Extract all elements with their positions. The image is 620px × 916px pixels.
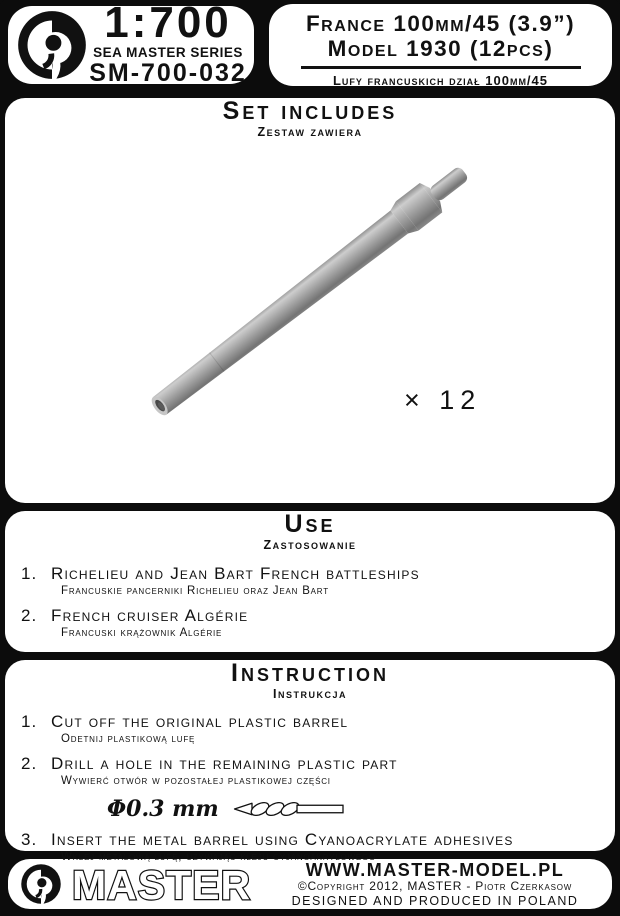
drill-diameter-row bbox=[107, 796, 615, 822]
title-divider bbox=[301, 66, 581, 69]
quantity-label: × 12 bbox=[404, 385, 482, 415]
product-code: SM-700-032 bbox=[89, 58, 247, 87]
made-in-label: DESIGNED AND PRODUCED IN POLAND bbox=[291, 893, 579, 908]
product-subtitle-pl: Lufy francuskich dział 100mm/45 bbox=[332, 72, 549, 88]
footer-panel bbox=[8, 859, 612, 909]
drill-diameter-label: Φ0.3 mm bbox=[107, 796, 219, 822]
use-item bbox=[21, 607, 615, 640]
brand-text: MASTER bbox=[72, 862, 252, 908]
item-text: Insert the metal barrel using Cyanoacrylate adhesives bbox=[51, 830, 514, 849]
master-wordmark bbox=[70, 861, 266, 907]
title-panel bbox=[269, 4, 612, 86]
product-title-line2: Model 1930 (12pcs) bbox=[327, 36, 554, 62]
website-label: WWW.MASTER-MODEL.PL bbox=[305, 860, 565, 881]
use-subtitle-pl: Zastosowanie bbox=[263, 538, 357, 553]
item-text: Cut off the original plastic barrel bbox=[51, 712, 349, 731]
use-title: Use bbox=[284, 510, 336, 538]
master-logo-icon bbox=[16, 9, 88, 81]
item-text-pl: Odetnij plastikową lufę bbox=[61, 733, 196, 745]
item-number: 2. bbox=[21, 753, 38, 773]
master-logo-icon bbox=[20, 863, 62, 905]
item-text: French cruiser Algérie bbox=[51, 605, 249, 625]
use-section bbox=[5, 511, 615, 652]
set-includes-subtitle-pl: Zestaw zawiera bbox=[257, 125, 363, 140]
copyright-label: ©Copyright 2012, MASTER - Piotr Czerkasow bbox=[297, 879, 573, 894]
instruction-item bbox=[21, 713, 615, 746]
item-number: 1. bbox=[21, 564, 38, 583]
product-title-line1: France 100mm/45 (3.9”) bbox=[305, 11, 576, 36]
use-item bbox=[21, 565, 615, 598]
barrel-render-image bbox=[92, 154, 532, 424]
instruction-title: Instruction bbox=[231, 659, 389, 687]
drill-bit-icon bbox=[233, 800, 345, 818]
set-includes-title: Set includes bbox=[222, 97, 398, 125]
header bbox=[0, 0, 620, 90]
footer-info bbox=[274, 860, 600, 908]
item-text-pl: Francuski krążownik Algérie bbox=[61, 626, 223, 639]
brand-text bbox=[88, 0, 254, 87]
scale-label: 1:700 bbox=[104, 0, 232, 48]
item-number: 3. bbox=[21, 830, 38, 849]
instruction-subtitle-pl: Instrukcja bbox=[273, 687, 347, 702]
item-text-pl: Francuskie pancerniki Richelieu oraz Jean Bart bbox=[61, 585, 329, 597]
item-text: Drill a hole in the remaining plastic part bbox=[51, 753, 398, 773]
item-text: Richelieu and Jean Bart French battleships bbox=[51, 564, 420, 583]
item-number: 2. bbox=[21, 605, 38, 625]
item-number: 1. bbox=[21, 712, 38, 731]
item-text-pl: Wklej metalową lufę, używając kleju cyjanoakrylowego bbox=[61, 851, 377, 863]
instruction-item bbox=[21, 755, 615, 788]
series-label: SEA MASTER SERIES bbox=[93, 44, 243, 60]
brand-panel bbox=[8, 0, 254, 87]
instruction-section bbox=[5, 659, 615, 863]
instruction-item bbox=[21, 831, 615, 864]
set-includes-section bbox=[5, 98, 615, 503]
item-text-pl: Wywierć otwór w pozostałej plastikowej części bbox=[61, 774, 331, 787]
